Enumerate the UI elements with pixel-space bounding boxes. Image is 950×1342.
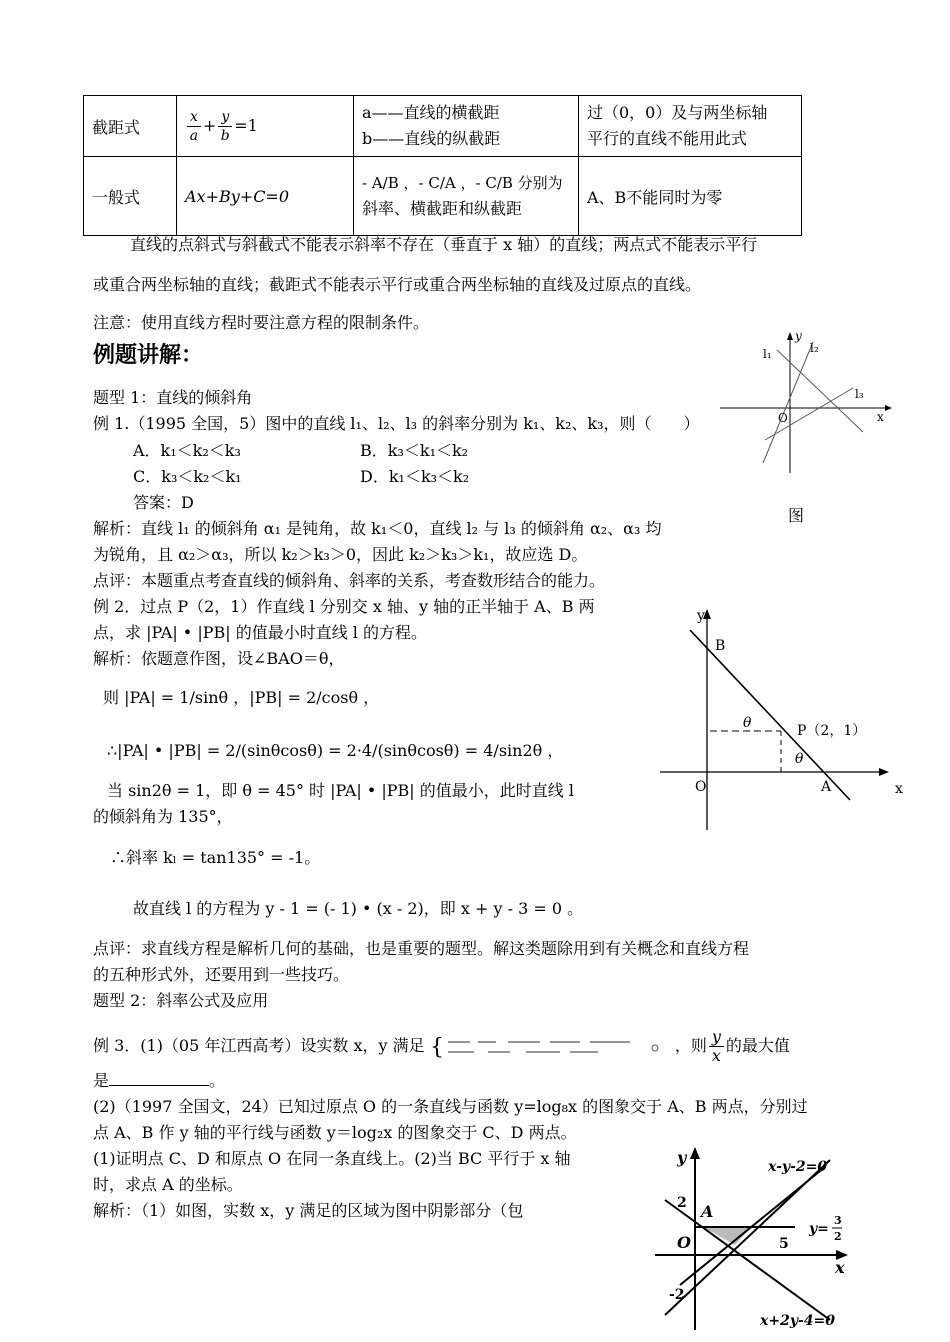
svg-text:{: { — [429, 1035, 444, 1058]
tick-2: 2 — [677, 1195, 687, 1211]
formula-table — [83, 95, 802, 236]
b-label: B — [715, 638, 726, 654]
constraint-system-image — [430, 1036, 670, 1058]
example-3: (1)证明点 C、D 和原点 O 在同一条直线上。(2)当 BC 平行于 x 轴 — [93, 1149, 571, 1168]
option-c: C．k₃＜k₂＜k₁ — [133, 467, 242, 486]
answer-blank — [109, 1071, 209, 1086]
origin-label: O — [677, 1233, 691, 1252]
form-formula: Ax+By+C=0 — [177, 157, 354, 236]
p-label: P（2，1） — [797, 723, 867, 739]
line-label: x+2y-4=0 — [760, 1313, 835, 1329]
option-a: A．k₁＜k₂＜k₃ — [133, 441, 241, 460]
origin-label: O — [778, 411, 788, 425]
solution: 解析：（1）如图，实数 x，y 满足的区域为图中阴影部分（包 — [93, 1201, 524, 1220]
line-label: y= — [809, 1221, 829, 1237]
equation: 故直线 l 的方程为 y - 1 = (- 1) • (x - 2)，即 x + y - 3 = 0 。 — [133, 899, 584, 918]
line-label: x-y-2=0 — [768, 1159, 828, 1175]
comment: 的五种形式外，还要用到一些技巧。 — [93, 965, 350, 984]
table-row — [84, 157, 802, 236]
form-limit: A、B不能同时为零 — [579, 157, 802, 236]
x-label: x — [895, 781, 903, 797]
y-label: y — [795, 329, 802, 343]
answer: 答案：D — [133, 493, 194, 512]
form-name: 一般式 — [84, 157, 177, 236]
l1-label: l₁ — [763, 347, 772, 361]
figure-caption: 图 — [788, 506, 805, 525]
comment: 点评：本题重点考查直线的倾斜角、斜率的关系，考查数形结合的能力。 — [93, 571, 606, 590]
example-2: 例 2．过点 P（2，1）作直线 l 分别交 x 轴、y 轴的正半轴于 A、B 两 — [93, 597, 595, 616]
comment: 点评：求直线方程是解析几何的基础，也是重要的题型。解这类题除用到有关概念和直线方程 — [93, 939, 750, 958]
l2-label: l₂ — [810, 341, 819, 355]
y-label: y — [677, 1148, 687, 1167]
equation: 则 |PA| = 1/sinθ ，|PB| = 2/cosθ ， — [103, 688, 380, 707]
example-1: 例 1.（1995 全国，5）图中的直线 l₁、l₂、l₃ 的斜率分别为 k₁、k₂、k₃，则（ ） — [93, 414, 700, 433]
x-label: x — [835, 1258, 845, 1277]
type-heading: 题型 1：直线的倾斜角 — [93, 388, 253, 407]
fraction-denominator: 2 — [834, 1230, 842, 1243]
x-label: x — [877, 410, 884, 424]
note: 注意：使用直线方程时要注意方程的限制条件。 — [93, 313, 430, 332]
fraction-numerator: 3 — [834, 1214, 842, 1227]
example-3: (2)（1997 全国文，24）已知过原点 O 的一条直线与函数 y=log₈x 的图象交于 A、B 两点，分别过 — [93, 1097, 808, 1116]
solution: 解析：依题意作图，设∠BAO＝θ， — [93, 649, 345, 668]
l3-label: l₃ — [855, 387, 864, 401]
section-heading: 例题讲解： — [93, 343, 204, 368]
solution: 为锐角，且 α₂＞α₃，所以 k₂＞k₃＞0，因此 k₂＞k₃＞k₁，故应选 D。 — [93, 545, 588, 564]
origin-label: O — [695, 779, 707, 795]
example-3: 点 A、B 作 y 轴的平行线与函数 y＝log₂x 的图象交于 C、D 两点。 — [93, 1123, 577, 1142]
tick-neg2: -2 — [669, 1287, 685, 1303]
example-3: 时，求点 A 的坐标。 — [93, 1175, 243, 1194]
solution: 解析：直线 l₁ 的倾斜角 α₁ 是钝角，故 k₁＜0，直线 l₂ 与 l₃ 的倾斜角 α₂、α₃ 均 — [93, 519, 662, 538]
tick-5: 5 — [779, 1236, 789, 1252]
figure-1-lines — [715, 328, 895, 478]
figure-3-region — [655, 1145, 855, 1335]
theta-label: θ — [795, 751, 804, 767]
table-row — [84, 96, 802, 157]
form-meaning: - A/B ，- C/A ，- C/B 分别为 斜率、横截距和纵截距 — [354, 157, 579, 236]
a-label: A — [821, 779, 832, 795]
type-heading: 题型 2：斜率公式及应用 — [93, 991, 269, 1010]
equation: 当 sin2θ = 1，即 θ = 45° 时 |PA| • |PB| 的值最小，此时直线 l — [107, 781, 574, 800]
equation: ∴斜率 kₗ = tan135° = -1。 — [110, 848, 321, 867]
y-label: y — [697, 608, 705, 624]
figure-2-triangle — [655, 605, 920, 835]
equation: 的倾斜角为 135°， — [93, 807, 233, 826]
form-formula: $\frac{x}{a}$ + $\frac{y}{b}$ =1 — [177, 96, 354, 157]
option-b: B．k₃＜k₁＜k₂ — [360, 441, 469, 460]
paragraph: 或重合两坐标轴的直线；截距式不能表示平行或重合两坐标轴的直线及过原点的直线。 — [93, 275, 702, 294]
form-meaning: a——直线的横截距 b——直线的纵截距 — [354, 96, 579, 157]
paragraph: 直线的点斜式与斜截式不能表示斜率不存在（垂直于 x 轴）的直线；两点式不能表示平行 — [130, 235, 758, 254]
form-limit: 过（0，0）及与两坐标轴 平行的直线不能用此式 — [579, 96, 802, 157]
example-2: 点，求 |PA| • |PB| 的值最小时直线 l 的方程。 — [93, 623, 428, 642]
form-name: 截距式 — [84, 96, 177, 157]
option-d: D．k₁＜k₃＜k₂ — [360, 467, 470, 486]
a-label: A — [701, 1202, 714, 1221]
theta-label: θ — [743, 715, 752, 731]
example-3: 例 3．(1)（05 年江西高考）设实数 x，y 满足 { ，则 $\frac{y}{x}$ 的最大值 — [93, 1027, 790, 1065]
example-3: 是 。 — [93, 1071, 226, 1090]
equation: ∴|PA| • |PB| = 2/(sinθcosθ) = 2·4/(sinθcosθ) = 4/sin2θ ， — [107, 741, 564, 760]
